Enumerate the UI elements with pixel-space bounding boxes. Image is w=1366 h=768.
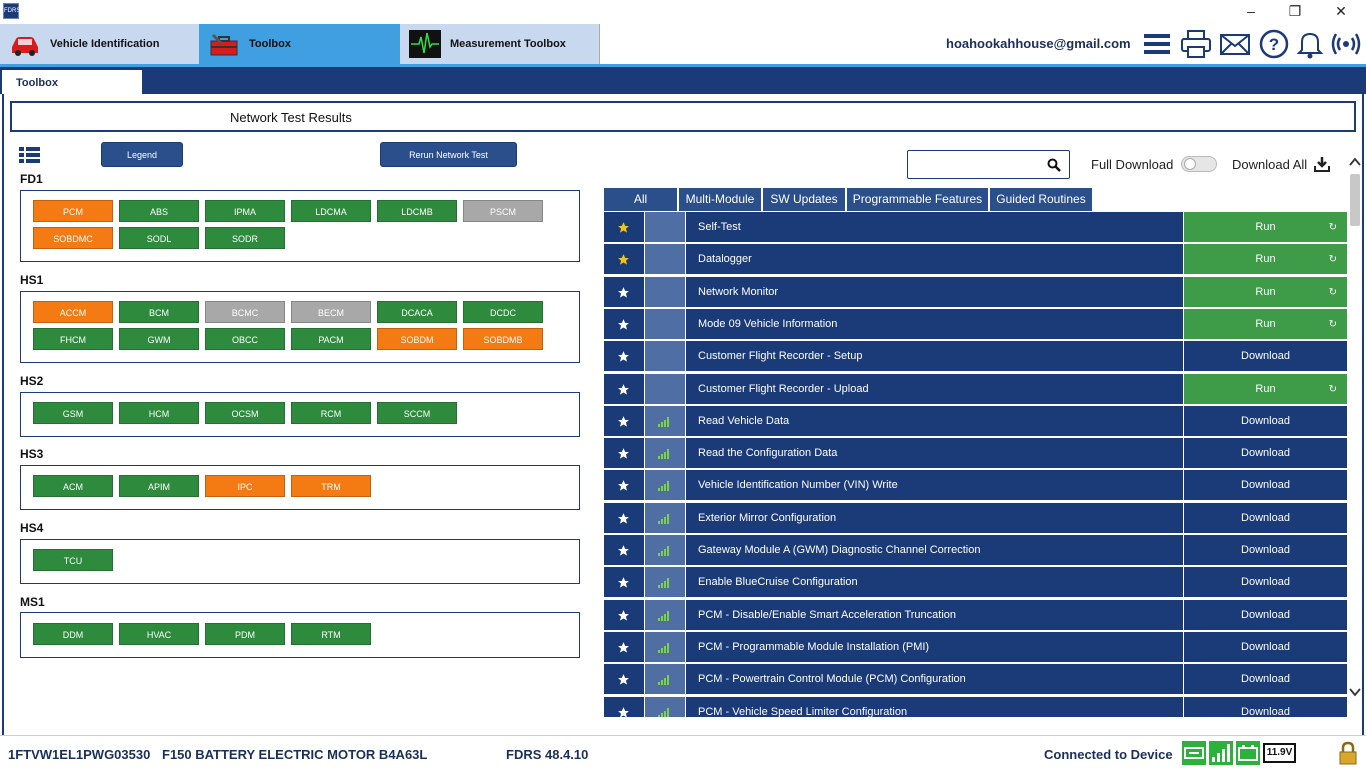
tool-row[interactable] (604, 697, 1347, 718)
module-tcu[interactable]: TCU (33, 549, 113, 571)
favorite-cell[interactable] (604, 535, 644, 566)
tool-name: Self-Test (686, 212, 1183, 243)
tab-programmable-features[interactable]: Programmable Features (847, 188, 989, 211)
full-download-label: Full Download (1091, 157, 1174, 172)
star-icon[interactable] (617, 641, 630, 654)
network-label-ms1: MS1 (20, 595, 45, 609)
network-group-fd1 (20, 190, 580, 262)
refresh-icon: ↻ (1328, 254, 1337, 266)
module-pdm[interactable]: PDM (205, 623, 285, 645)
favorite-cell[interactable] (604, 503, 644, 534)
signal-strength-icon (658, 416, 671, 427)
run-button[interactable] (1184, 374, 1347, 405)
svg-text:?: ? (1268, 35, 1280, 54)
tab-guided-routines[interactable]: Guided Routines (990, 188, 1093, 211)
module-sobdmc[interactable]: SOBDMC (33, 227, 113, 249)
run-button[interactable] (1184, 309, 1347, 340)
list-view-icon[interactable] (19, 147, 40, 164)
signal-strength-icon (658, 674, 671, 685)
app-logo: FDRS (3, 3, 19, 19)
star-icon[interactable] (617, 479, 630, 492)
vin-label: 1FTVW1EL1PWG03530 (8, 747, 151, 762)
module-rcm[interactable]: RCM (291, 402, 371, 424)
tool-row[interactable] (604, 567, 1347, 599)
tab-label: Measurement Toolbox (450, 38, 566, 50)
signal-strength-icon (1209, 741, 1233, 765)
download-button[interactable]: Download (1184, 632, 1347, 663)
tool-row[interactable] (604, 535, 1347, 567)
favorite-cell[interactable] (604, 470, 644, 501)
favorite-cell[interactable] (604, 697, 644, 718)
module-pcm[interactable]: PCM (33, 200, 113, 222)
module-obcc[interactable]: OBCC (205, 328, 285, 350)
tab-vehicle-identification[interactable] (0, 24, 199, 64)
tool-name: Vehicle Identification Number (VIN) Write (686, 470, 1183, 501)
sub-tab-bar (0, 64, 1366, 94)
tool-name: PCM - Powertrain Control Module (PCM) Configuration (686, 664, 1183, 695)
help-icon[interactable] (1258, 28, 1290, 60)
module-sodr[interactable]: SODR (205, 227, 285, 249)
tab-measurement-toolbox[interactable] (400, 24, 600, 64)
signal-cell (645, 697, 685, 718)
network-group-hs2 (20, 392, 580, 437)
module-ipma[interactable]: IPMA (205, 200, 285, 222)
download-button[interactable]: Download (1184, 535, 1347, 566)
favorite-cell[interactable] (604, 277, 644, 308)
wireless-icon[interactable] (1330, 28, 1362, 60)
signal-cell (645, 341, 685, 372)
refresh-icon: ↻ (1328, 286, 1337, 298)
search-input[interactable] (907, 150, 1070, 179)
favorite-cell[interactable] (604, 212, 644, 243)
tool-name: Read the Configuration Data (686, 438, 1183, 469)
module-sobdm[interactable]: SOBDM (377, 328, 457, 350)
action-label: Run (1255, 382, 1276, 395)
tool-row[interactable] (604, 374, 1347, 406)
signal-strength-icon (658, 610, 671, 621)
tool-name: Network Monitor (686, 277, 1183, 308)
printer-icon[interactable] (1180, 28, 1212, 60)
signal-cell (645, 374, 685, 405)
signal-cell (645, 503, 685, 534)
download-button[interactable]: Download (1184, 600, 1347, 631)
signal-cell (645, 470, 685, 501)
module-sodl[interactable]: SODL (119, 227, 199, 249)
tab-label: Vehicle Identification (50, 38, 160, 50)
minimize-button[interactable]: – (1247, 3, 1255, 19)
maximize-button[interactable]: ❐ (1288, 3, 1302, 19)
favorite-cell[interactable] (604, 567, 644, 598)
network-group-ms1 (20, 612, 580, 658)
action-label: Run (1255, 317, 1276, 330)
action-label: Run (1255, 253, 1276, 266)
module-hvac[interactable]: HVAC (119, 623, 199, 645)
favorite-cell[interactable] (604, 341, 644, 372)
module-becm[interactable]: BECM (291, 301, 371, 323)
chevron-down-icon[interactable] (1348, 686, 1362, 698)
tool-name: Mode 09 Vehicle Information (686, 309, 1183, 340)
tab-multi-module[interactable]: Multi-Module (679, 188, 762, 211)
network-group-hs4 (20, 539, 580, 584)
star-icon[interactable] (617, 286, 630, 299)
star-icon[interactable] (617, 383, 630, 396)
network-test-results-bar (10, 101, 1356, 132)
connection-status: Connected to Device (1044, 747, 1173, 762)
star-icon[interactable] (617, 609, 630, 622)
status-bar (0, 735, 1366, 768)
download-button[interactable]: Download (1184, 470, 1347, 501)
tool-row[interactable] (604, 406, 1347, 438)
star-icon[interactable] (617, 447, 630, 460)
user-email: hoahookahhouse@gmail.com (946, 36, 1131, 51)
tool-name: Read Vehicle Data (686, 406, 1183, 437)
network-label-hs2: HS2 (20, 374, 44, 388)
run-button[interactable] (1184, 244, 1347, 275)
tool-list (604, 212, 1347, 717)
star-icon[interactable] (617, 706, 630, 718)
star-icon[interactable] (617, 415, 630, 428)
tool-row[interactable] (604, 212, 1347, 244)
voltage-readout: 11.9V (1263, 743, 1296, 763)
legend-button[interactable]: Legend (101, 142, 183, 167)
tab-toolbox[interactable] (199, 24, 400, 64)
signal-cell (645, 567, 685, 598)
module-pscm[interactable]: PSCM (463, 200, 543, 222)
tool-name: Customer Flight Recorder - Setup (686, 341, 1183, 372)
tool-row[interactable] (604, 600, 1347, 632)
refresh-icon: ↻ (1328, 318, 1337, 330)
favorite-cell[interactable] (604, 244, 644, 275)
tool-row[interactable] (604, 664, 1347, 696)
tool-row[interactable] (604, 632, 1347, 664)
module-sobdmb[interactable]: SOBDMB (463, 328, 543, 350)
tool-name: Customer Flight Recorder - Upload (686, 374, 1183, 405)
module-acm[interactable]: ACM (33, 475, 113, 497)
module-pacm[interactable]: PACM (291, 328, 371, 350)
refresh-icon: ↻ (1328, 222, 1337, 233)
signal-cell (645, 244, 685, 275)
favorite-cell[interactable] (604, 632, 644, 663)
toggle-knob (1184, 158, 1196, 170)
star-icon[interactable] (617, 318, 630, 331)
tool-name: Enable BlueCruise Configuration (686, 567, 1183, 598)
bell-icon[interactable] (1294, 28, 1326, 60)
signal-strength-icon (658, 480, 671, 491)
full-download-toggle[interactable] (1181, 156, 1217, 172)
module-accm[interactable]: ACCM (33, 301, 113, 323)
tool-row[interactable] (604, 503, 1347, 535)
lock-icon[interactable] (1336, 741, 1360, 765)
favorite-cell[interactable] (604, 374, 644, 405)
signal-cell (645, 438, 685, 469)
tool-row[interactable] (604, 341, 1347, 373)
module-gsm[interactable]: GSM (33, 402, 113, 424)
module-fhcm[interactable]: FHCM (33, 328, 113, 350)
module-apim[interactable]: APIM (119, 475, 199, 497)
star-icon[interactable] (617, 576, 630, 589)
module-hcm[interactable]: HCM (119, 402, 199, 424)
tool-name: PCM - Vehicle Speed Limiter Configuration (686, 697, 1183, 718)
download-button[interactable]: Download (1184, 341, 1347, 372)
favorite-cell[interactable] (604, 438, 644, 469)
signal-cell (645, 632, 685, 663)
network-group-hs3 (20, 465, 580, 510)
signal-cell (645, 664, 685, 695)
favorite-cell[interactable] (604, 664, 644, 695)
rerun-network-test-button[interactable]: Rerun Network Test (380, 142, 517, 167)
battery-icon (1236, 741, 1260, 765)
star-icon[interactable] (617, 253, 630, 266)
download-icon[interactable] (1314, 156, 1330, 172)
oscilloscope-icon (408, 29, 442, 59)
star-icon[interactable] (617, 221, 630, 234)
module-ocsm[interactable]: OCSM (205, 402, 285, 424)
tool-row[interactable] (604, 438, 1347, 470)
star-icon[interactable] (617, 673, 630, 686)
device-link-icon (1182, 741, 1206, 765)
signal-cell (645, 212, 685, 243)
module-ddm[interactable]: DDM (33, 623, 113, 645)
module-dcaca[interactable]: DCACA (377, 301, 457, 323)
module-bcmc[interactable]: BCMC (205, 301, 285, 323)
network-label-hs3: HS3 (20, 447, 44, 461)
mail-icon[interactable] (1219, 28, 1251, 60)
version-label: FDRS 48.4.10 (506, 747, 589, 762)
tool-name: Datalogger (686, 244, 1183, 275)
download-button[interactable]: Download (1184, 697, 1347, 718)
download-all-button[interactable]: Download All (1232, 157, 1308, 172)
favorite-cell[interactable] (604, 309, 644, 340)
menu-icon[interactable] (1141, 28, 1173, 60)
module-abs[interactable]: ABS (119, 200, 199, 222)
tool-name: PCM - Programmable Module Installation (PMI) (686, 632, 1183, 663)
star-icon[interactable] (617, 512, 630, 525)
tool-name: Exterior Mirror Configuration (686, 503, 1183, 534)
network-label-fd1: FD1 (20, 172, 43, 186)
signal-cell (645, 309, 685, 340)
favorite-cell[interactable] (604, 600, 644, 631)
tool-row[interactable] (604, 277, 1347, 309)
title-bar (0, 0, 1366, 24)
signal-cell (645, 600, 685, 631)
star-icon[interactable] (617, 544, 630, 557)
scroll-thumb[interactable] (1350, 174, 1360, 226)
tool-row[interactable] (604, 309, 1347, 341)
module-sccm[interactable]: SCCM (377, 402, 457, 424)
star-icon[interactable] (617, 350, 630, 363)
close-button[interactable]: ✕ (1335, 3, 1347, 19)
signal-cell (645, 535, 685, 566)
download-button[interactable]: Download (1184, 503, 1347, 534)
tool-name: Gateway Module A (GWM) Diagnostic Channel Correction (686, 535, 1183, 566)
tool-list-scrollbar[interactable] (1348, 152, 1362, 712)
signal-strength-icon (658, 707, 671, 718)
car-icon (8, 29, 42, 59)
download-button[interactable]: Download (1184, 438, 1347, 469)
module-dcdc[interactable]: DCDC (463, 301, 543, 323)
tab-toolbox-sub[interactable]: Toolbox (2, 70, 142, 97)
signal-strength-icon (658, 642, 671, 653)
signal-strength-icon (658, 545, 671, 556)
signal-cell (645, 406, 685, 437)
page-title: Network Test Results (230, 110, 352, 125)
network-label-hs1: HS1 (20, 273, 44, 287)
module-gwm[interactable]: GWM (119, 328, 199, 350)
module-trm[interactable]: TRM (291, 475, 371, 497)
signal-cell (645, 277, 685, 308)
action-label: Run (1255, 285, 1276, 298)
signal-strength-icon (658, 577, 671, 588)
download-button[interactable]: Download (1184, 664, 1347, 695)
tab-all[interactable]: All (604, 188, 678, 211)
tool-name: PCM - Disable/Enable Smart Acceleration Truncation (686, 600, 1183, 631)
download-button[interactable]: Download (1184, 567, 1347, 598)
signal-strength-icon (658, 448, 671, 459)
run-button[interactable] (1184, 277, 1347, 308)
tool-row[interactable] (604, 244, 1347, 276)
network-group-hs1 (20, 291, 580, 363)
tab-sw-updates[interactable]: SW Updates (763, 188, 846, 211)
favorite-cell[interactable] (604, 406, 644, 437)
run-button[interactable] (1184, 212, 1347, 243)
download-button[interactable]: Download (1184, 406, 1347, 437)
network-label-hs4: HS4 (20, 521, 44, 535)
tool-row[interactable] (604, 470, 1347, 502)
tab-label: Toolbox (249, 38, 291, 50)
signal-strength-icon (658, 513, 671, 524)
refresh-icon: ↻ (1328, 383, 1337, 395)
module-rtm[interactable]: RTM (291, 623, 371, 645)
toolbox-icon (207, 29, 241, 59)
module-ipc[interactable]: IPC (205, 475, 285, 497)
module-bcm[interactable]: BCM (119, 301, 199, 323)
module-ldcmb[interactable]: LDCMB (377, 200, 457, 222)
vehicle-label: F150 BATTERY ELECTRIC MOTOR B4A63L (162, 747, 428, 762)
action-label: Run (1255, 221, 1276, 233)
search-icon[interactable] (1047, 158, 1061, 172)
module-ldcma[interactable]: LDCMA (291, 200, 371, 222)
chevron-up-icon[interactable] (1348, 156, 1362, 168)
